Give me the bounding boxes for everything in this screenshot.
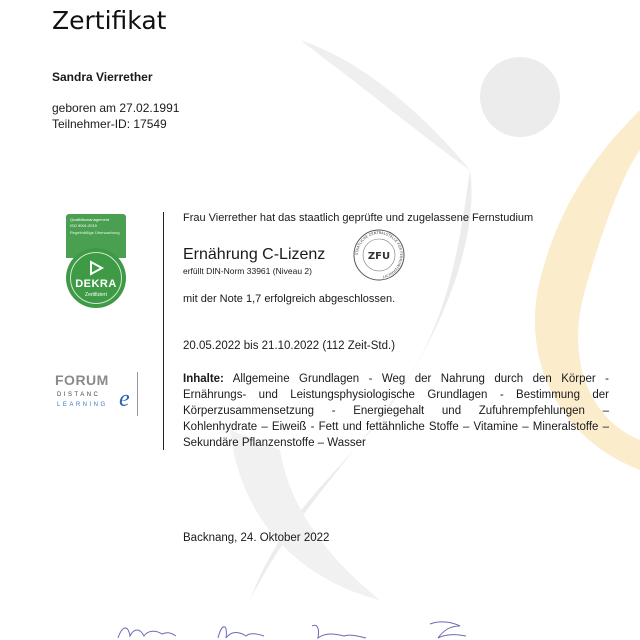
zfu-seal xyxy=(352,228,406,282)
din-norm-note: erfüllt DIN-Norm 33961 (Niveau 2) xyxy=(183,266,312,276)
forum-logo-divider xyxy=(137,372,138,416)
course-title: Ernährung C-Lizenz xyxy=(183,246,326,263)
course-period: 20.05.2022 bis 21.10.2022 (112 Zeit-Std.) xyxy=(183,340,396,352)
contents-label: Inhalte: xyxy=(183,373,224,385)
certificate-intro: Frau Vierrether hat das staatlich geprüfte und zugelassene Fernstudium xyxy=(183,212,534,224)
dekra-sub: Zertifiziert xyxy=(85,292,107,298)
dekra-word: DEKRA xyxy=(75,278,117,290)
place-and-date: Backnang, 24. Oktober 2022 xyxy=(183,532,330,544)
zfu-seal-ring: STAATLICHE ZENTRALSTELLE FÜR FERNUNTERRICHT xyxy=(354,230,404,279)
grade-line: mit der Note 1,7 erfolgreich abgeschlossen. xyxy=(183,293,396,305)
forum-distance-learning-logo xyxy=(55,372,141,416)
forum-logo-word: FORUM xyxy=(55,372,109,388)
dekra-line-1: Qualitätsmanagement xyxy=(70,217,110,222)
participant-name: Sandra Vierrether xyxy=(52,70,153,84)
watermark-head xyxy=(480,57,560,137)
course-contents xyxy=(183,371,609,451)
vertical-divider xyxy=(163,212,164,450)
contents-text: Allgemeine Grundlagen - Weg der Nahrung durch den Körper - Ernährungs- und Leistungsphysiologische Grundlagen - Bestimmung der Körperzusammensetzung - Energiegehalt und Zufuhrempfehlungen – Kohlenhydrate – Eiweiß - Fett und fettähnliche Stoffe – Vitamine – Mineralstoffe – Sekundäre Pflanzenstoffe – Wasser xyxy=(183,373,609,449)
signatures xyxy=(100,618,500,640)
page-title: Zertifikat xyxy=(52,6,167,35)
dekra-line-2: ISO 9001:2015 xyxy=(70,223,97,228)
watermark-arm-left xyxy=(300,40,470,170)
dekra-triangle-icon xyxy=(88,260,104,276)
watermark-arc xyxy=(230,430,380,600)
birth-date: geboren am 27.02.1991 xyxy=(52,101,180,115)
signature-3 xyxy=(312,625,366,638)
forum-logo-distance: DISTANC xyxy=(57,392,101,398)
dekra-line-3: Regelmäßige Überwachung xyxy=(70,230,120,235)
forum-logo-learning: LEARNING xyxy=(57,402,108,408)
participant-id: Teilnehmer-ID: 17549 xyxy=(52,117,167,131)
signature-4 xyxy=(430,622,466,638)
dekra-seal xyxy=(66,248,126,308)
zfu-seal-letters: ZFU xyxy=(367,251,391,262)
forum-logo-e: e xyxy=(119,386,130,412)
signature-1 xyxy=(118,628,176,638)
signature-2 xyxy=(218,627,264,638)
